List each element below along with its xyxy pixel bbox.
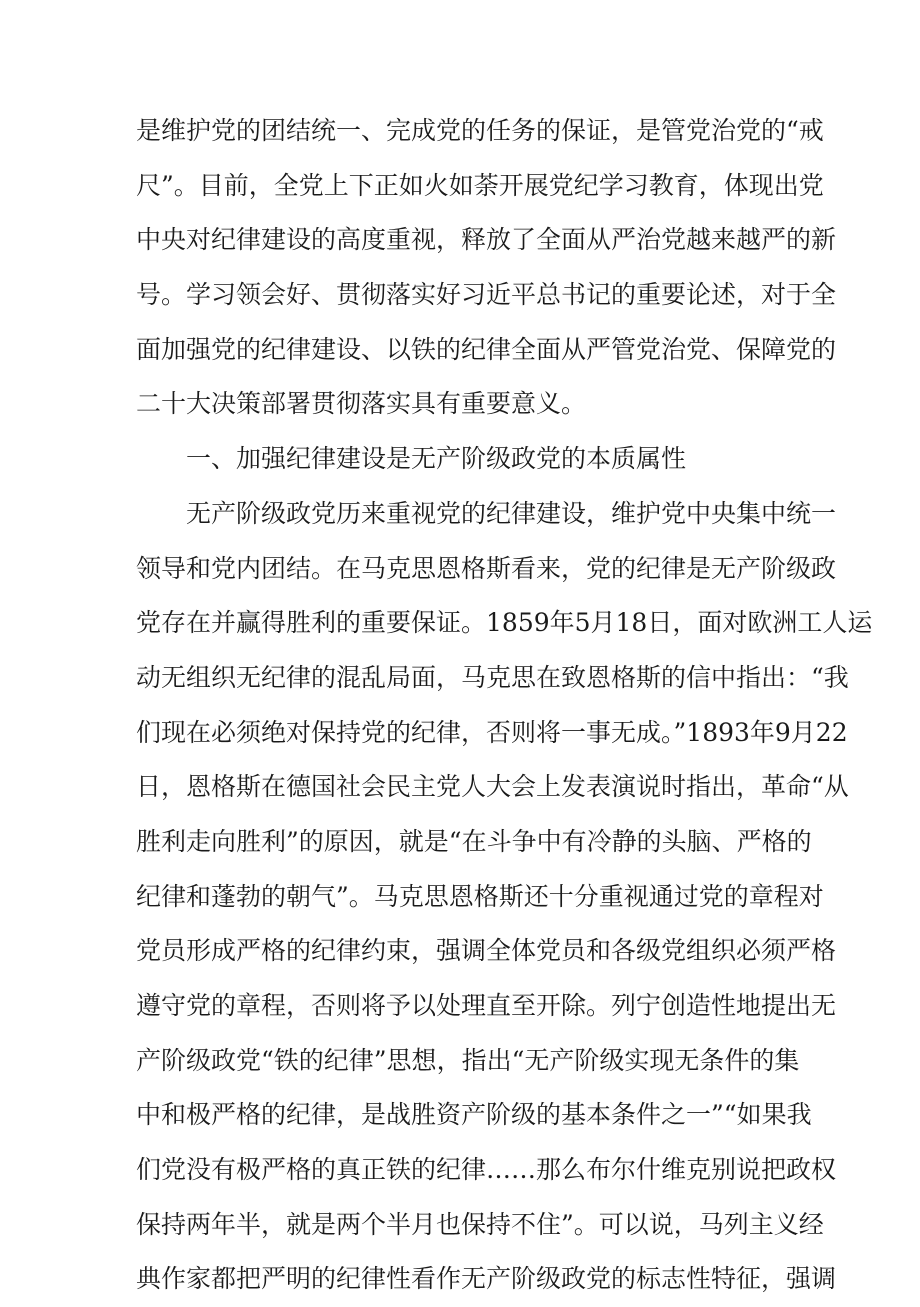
- text-line: 党存在并赢得胜利的重要保证。1859年5月18日，面对欧洲工人运: [136, 608, 873, 638]
- text-line: 尺”。目前，全党上下正如火如荼开展党纪学习教育，体现出党: [136, 170, 824, 200]
- text-line: 胜利走向胜利”的原因，就是“在斗争中有冷静的头脑、严格的: [136, 826, 812, 856]
- text-line: 中和极严格的纪律，是战胜资产阶级的基本条件之一”“如果我: [136, 1100, 812, 1130]
- text-line: 们党没有极严格的真正铁的纪律……那么布尔什维克别说把政权: [136, 1155, 837, 1185]
- text-line: 日，恩格斯在德国社会民主党人大会上发表演说时指出，革命“从: [136, 772, 849, 802]
- text-line: 中央对纪律建设的高度重视，释放了全面从严治党越来越严的新: [136, 225, 837, 255]
- body-text: [136, 104, 873, 1307]
- text-line: 动无组织无纪律的混乱局面，马克思在致恩格斯的信中指出：“我: [136, 662, 849, 692]
- text-line: 是维护党的团结统一、完成党的任务的保证，是管党治党的“戒: [136, 116, 824, 145]
- text-line: 遵守党的章程，否则将予以处理直至开除。列宁创造性地提出无: [136, 991, 837, 1020]
- text-line: 号。学习领会好、贯彻落实好习近平总书记的重要论述，对于全: [136, 280, 837, 310]
- text-line: 产阶级政党“铁的纪律”思想，指出“无产阶级实现无条件的集: [136, 1045, 800, 1075]
- text-line: 领导和党内团结。在马克思恩格斯看来，党的纪律是无产阶级政: [136, 553, 837, 583]
- text-line: 典作家都把严明的纪律性看作无产阶级政党的标志性特征，强调: [136, 1264, 837, 1294]
- text-line: 无产阶级政党历来重视党的纪律建设，维护党中央集中统一: [186, 498, 837, 528]
- text-line: 党员形成严格的纪律约束，强调全体党员和各级党组织必须严格: [136, 936, 837, 966]
- text-line: 保持两年半，就是两个半月也保持不住”。可以说，马列主义经: [136, 1209, 824, 1239]
- text-line: 们现在必须绝对保持党的纪律，否则将一事无成。”1893年9月22: [136, 717, 848, 747]
- text-line: 二十大决策部署贯彻落实具有重要意义。: [136, 389, 587, 419]
- text-line: 面加强党的纪律建设、以铁的纪律全面从严管党治党、保障党的: [136, 334, 837, 364]
- text-line: 纪律和蓬勃的朝气”。马克思恩格斯还十分重视通过党的章程对: [136, 881, 824, 911]
- section-heading: 一、加强纪律建设是无产阶级政党的本质属性: [186, 444, 687, 474]
